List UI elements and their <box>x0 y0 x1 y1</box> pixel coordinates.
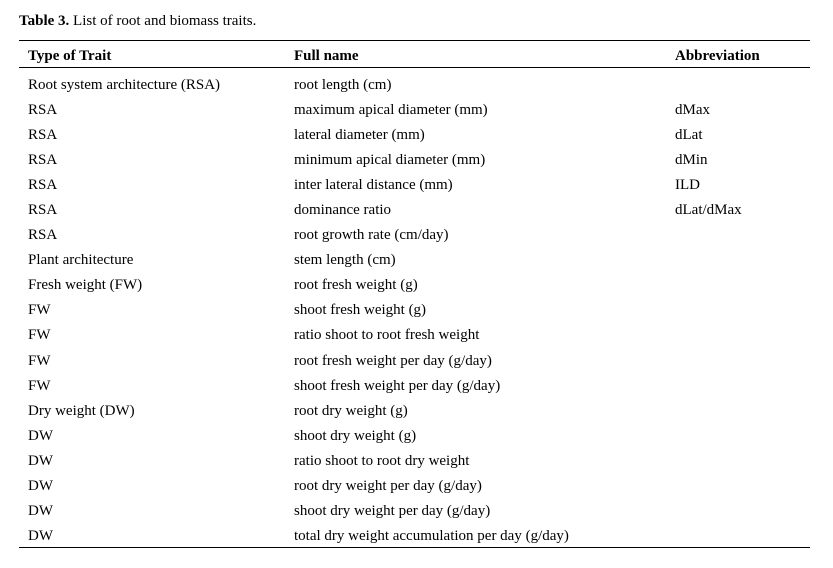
cell-abbreviation: dMin <box>675 151 708 168</box>
cell-type-of-trait: Fresh weight (FW) <box>28 277 143 294</box>
cell-full-name: maximum apical diameter (mm) <box>294 101 488 118</box>
traits-table <box>19 44 810 549</box>
cell-abbreviation <box>675 223 810 248</box>
cell-full-name: shoot fresh weight per day (g/day) <box>294 377 501 394</box>
column-header-type: Type of Trait <box>28 48 112 64</box>
cell-full-name: total dry weight accumulation per day (g/day) <box>294 528 569 545</box>
cell-abbreviation <box>675 448 810 473</box>
cell-full-name: shoot dry weight per day (g/day) <box>294 503 491 520</box>
cell-full-name: root fresh weight per day (g/day) <box>294 352 492 369</box>
cell-type-of-trait: RSA <box>28 151 58 168</box>
cell-full-name: root growth rate (cm/day) <box>294 227 449 244</box>
cell-full-name: root fresh weight (g) <box>294 277 418 294</box>
column-header-abbreviation: Abbreviation <box>675 48 760 64</box>
cell-full-name: shoot dry weight (g) <box>294 427 417 444</box>
table-row <box>19 499 810 524</box>
cell-abbreviation: dLat <box>675 126 703 143</box>
cell-type-of-trait: DW <box>28 427 53 444</box>
table-row <box>19 122 810 147</box>
cell-abbreviation <box>675 273 810 298</box>
table-row <box>19 223 810 248</box>
cell-type-of-trait: DW <box>28 478 53 495</box>
table-body <box>19 68 810 549</box>
cell-type-of-trait: RSA <box>28 227 58 244</box>
cell-type-of-trait: RSA <box>28 101 58 118</box>
cell-full-name: dominance ratio <box>294 202 392 219</box>
cell-abbreviation <box>675 373 810 398</box>
cell-abbreviation <box>675 524 810 549</box>
table-row <box>19 197 810 222</box>
cell-type-of-trait: Dry weight (DW) <box>28 402 135 419</box>
table-row <box>19 248 810 273</box>
cell-abbreviation <box>675 323 810 348</box>
cell-abbreviation <box>675 348 810 373</box>
cell-abbreviation <box>675 474 810 499</box>
table-row <box>19 423 810 448</box>
cell-full-name: minimum apical diameter (mm) <box>294 151 486 168</box>
cell-type-of-trait: FW <box>28 377 51 394</box>
cell-full-name: root dry weight (g) <box>294 402 408 419</box>
cell-full-name: root length (cm) <box>294 76 392 93</box>
cell-abbreviation <box>675 248 810 273</box>
table-caption <box>19 11 256 31</box>
cell-abbreviation <box>675 298 810 323</box>
table-row <box>19 323 810 348</box>
cell-abbreviation <box>675 499 810 524</box>
table-row <box>19 474 810 499</box>
table-row <box>19 348 810 373</box>
cell-type-of-trait: RSA <box>28 176 58 193</box>
cell-abbreviation: dLat/dMax <box>675 202 742 219</box>
cell-type-of-trait: FW <box>28 302 51 319</box>
cell-full-name: ratio shoot to root dry weight <box>294 452 470 469</box>
table-row <box>19 97 810 122</box>
table-caption-label: Table 3. <box>19 13 70 29</box>
table-caption-text: List of root and biomass traits. <box>69 13 257 29</box>
table-row <box>19 398 810 423</box>
cell-abbreviation: ILD <box>675 176 700 193</box>
table-row <box>19 448 810 473</box>
cell-type-of-trait: FW <box>28 327 51 344</box>
cell-type-of-trait: DW <box>28 503 53 520</box>
cell-full-name: shoot fresh weight (g) <box>294 302 427 319</box>
table-top-rule <box>19 40 810 41</box>
table-row <box>19 172 810 197</box>
cell-type-of-trait: FW <box>28 352 51 369</box>
column-header-full-name: Full name <box>294 48 359 64</box>
cell-full-name: lateral diameter (mm) <box>294 126 425 143</box>
cell-type-of-trait: Root system architecture (RSA) <box>28 76 221 93</box>
table-row <box>19 147 810 172</box>
cell-full-name: root dry weight per day (g/day) <box>294 478 482 495</box>
table-row <box>19 298 810 323</box>
cell-abbreviation <box>675 423 810 448</box>
cell-abbreviation <box>675 398 810 423</box>
table-row <box>19 273 810 298</box>
table-row <box>19 373 810 398</box>
cell-type-of-trait: Plant architecture <box>28 252 134 269</box>
cell-type-of-trait: RSA <box>28 126 58 143</box>
table-header-row <box>19 44 810 68</box>
table-row <box>19 68 810 97</box>
cell-type-of-trait: RSA <box>28 202 58 219</box>
cell-type-of-trait: DW <box>28 528 53 545</box>
cell-abbreviation <box>675 68 810 97</box>
cell-type-of-trait: DW <box>28 452 53 469</box>
cell-full-name: ratio shoot to root fresh weight <box>294 327 480 344</box>
table-row <box>19 524 810 549</box>
cell-full-name: stem length (cm) <box>294 252 396 269</box>
cell-full-name: inter lateral distance (mm) <box>294 176 453 193</box>
cell-abbreviation: dMax <box>675 101 710 118</box>
